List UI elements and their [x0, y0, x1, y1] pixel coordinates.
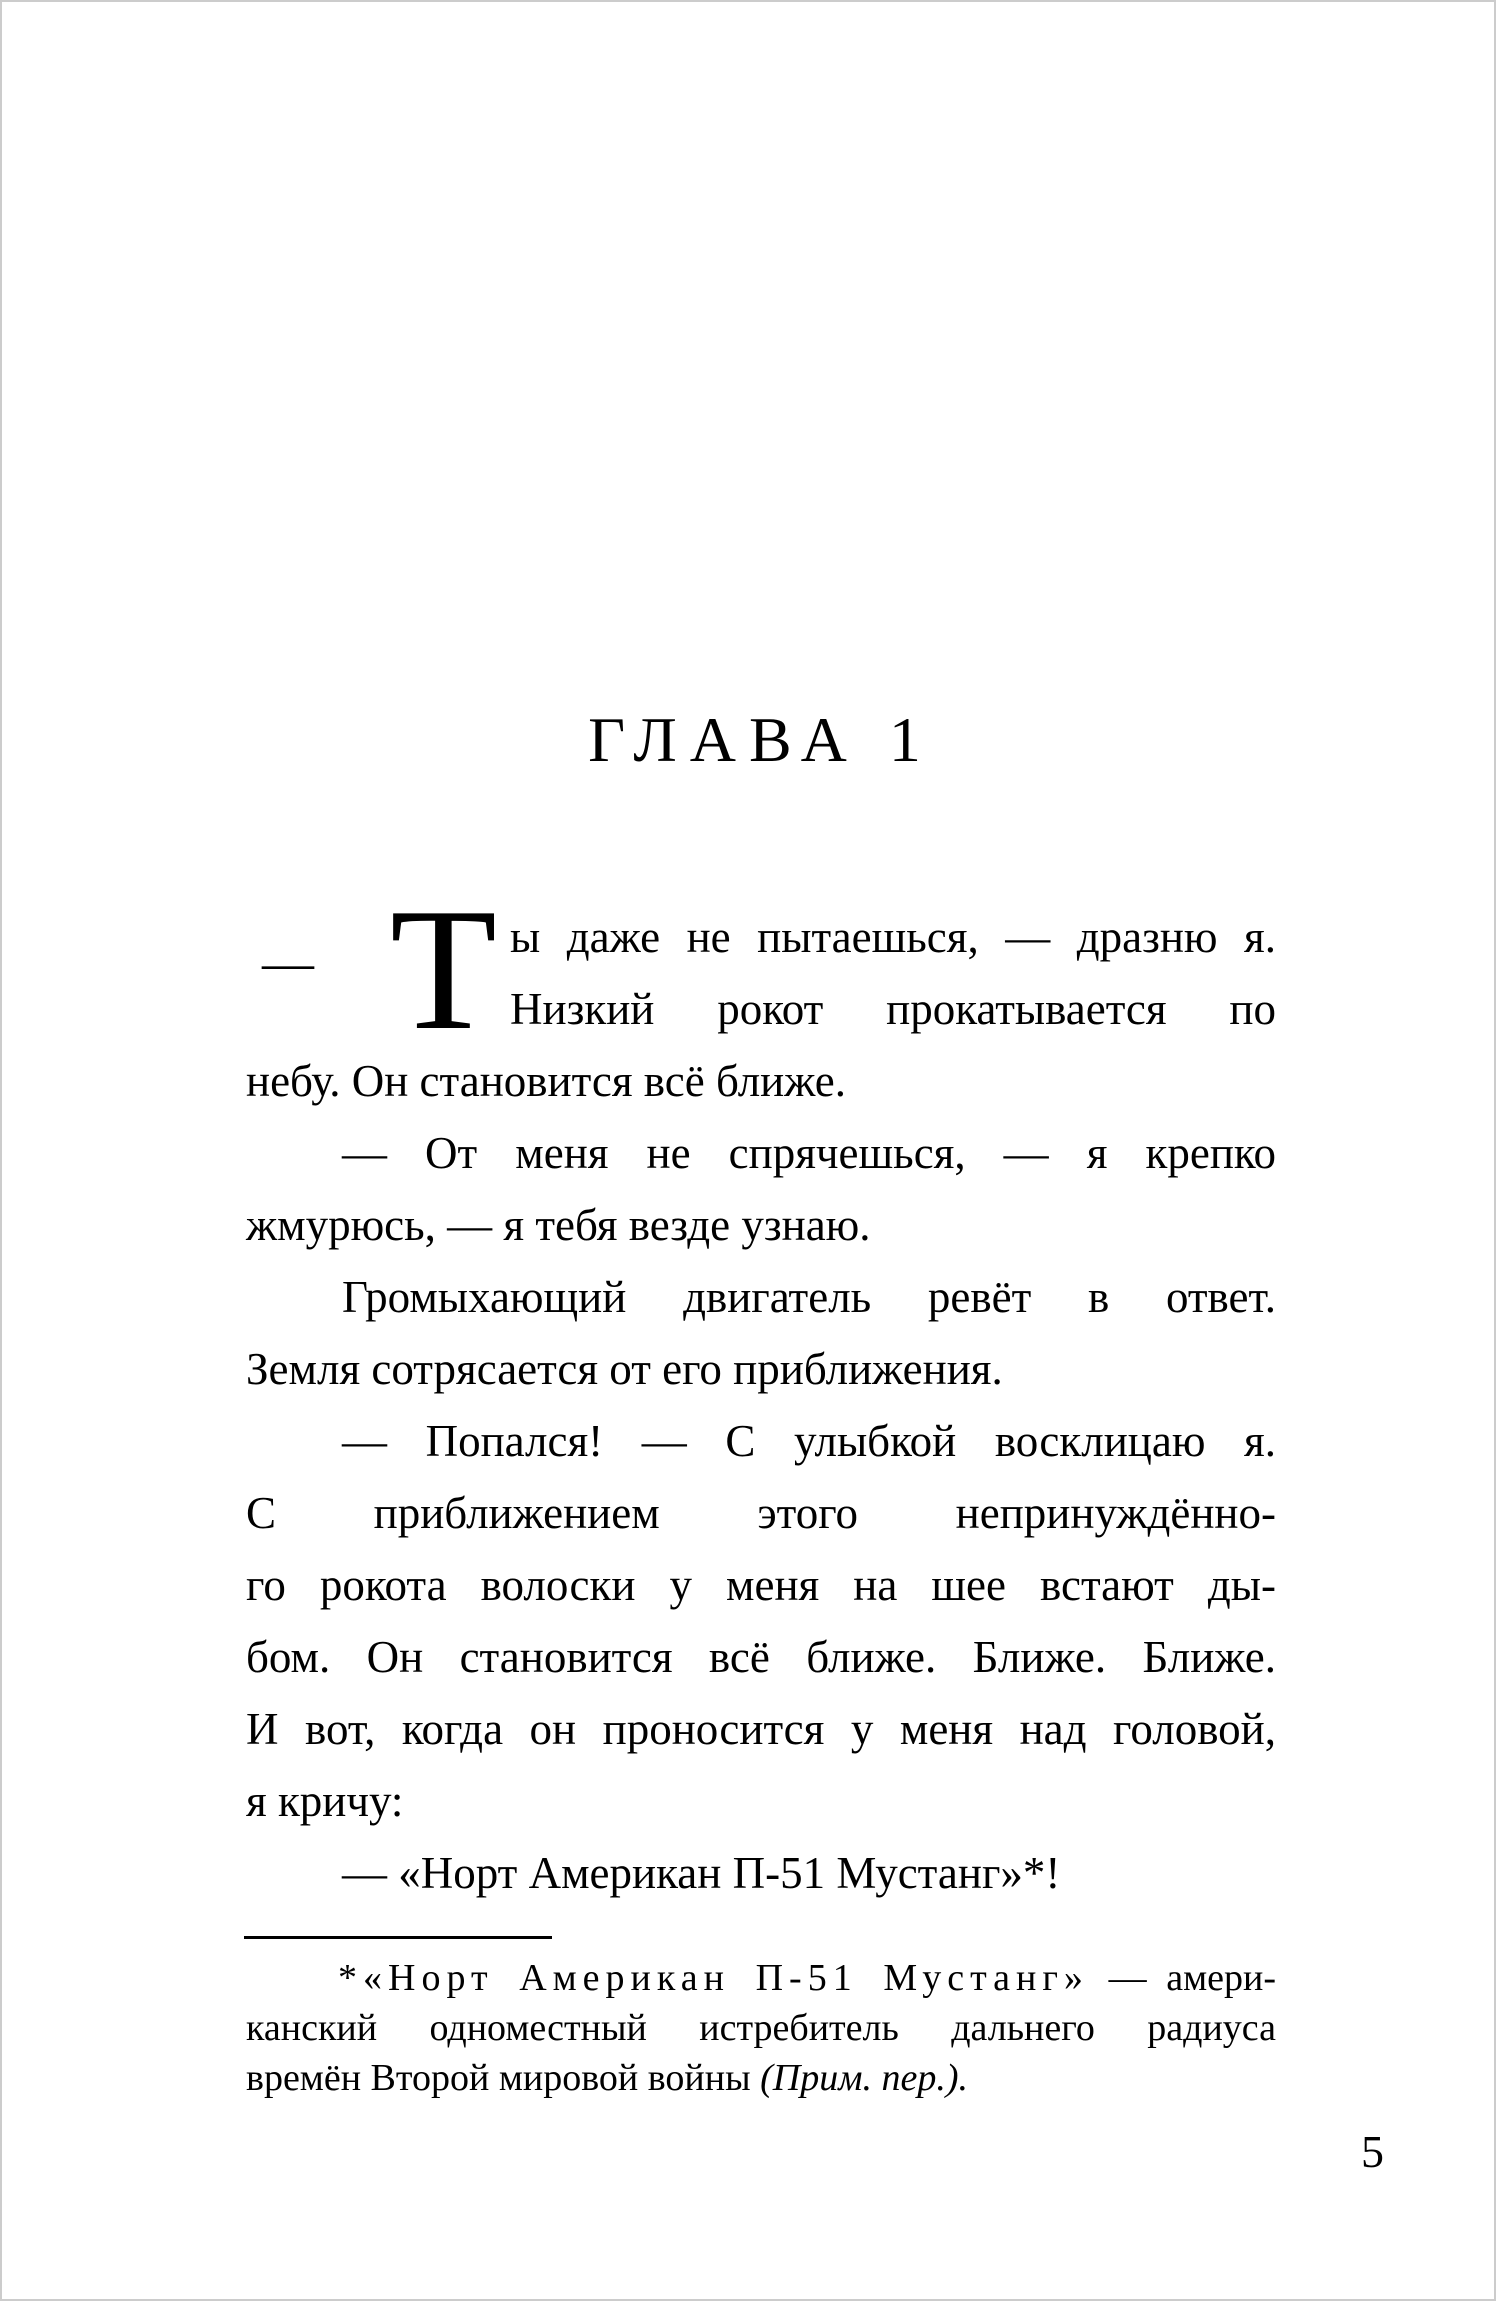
- body-line: С приближением этого непринуждённо-: [246, 1488, 1276, 1538]
- page-number: 5: [1361, 2126, 1384, 2177]
- footnote-term: *«Норт Американ П-51 Мустанг»: [338, 1957, 1089, 1999]
- body-line: жмурюсь, — я тебя везде узнаю.: [246, 1200, 871, 1250]
- body-line: я кричу:: [246, 1776, 404, 1826]
- body-line: ы даже не пытаешься, — дразню я.: [510, 912, 1276, 962]
- footnote-line: канский одноместный истребитель дальнего радиуса: [246, 2007, 1276, 2049]
- body-line: — Попался! — С улыбкой восклицаю я.: [342, 1416, 1276, 1466]
- dialogue-dash: —: [262, 935, 314, 992]
- body-line: И вот, когда он проносится у меня над головой,: [246, 1704, 1276, 1754]
- body-line: Низкий рокот прокатывается по: [510, 984, 1276, 1034]
- body-line: небу. Он становится всё ближе.: [246, 1056, 846, 1106]
- body-line: Громыхающий двигатель ревёт в ответ.: [342, 1272, 1276, 1322]
- body-line: — От меня не спрячешься, — я крепко: [342, 1128, 1276, 1178]
- body-line: — «Норт Американ П-51 Мустанг»*!: [342, 1848, 1061, 1898]
- body-text: [246, 901, 1276, 1909]
- body-line: бом. Он становится всё ближе. Ближе. Ближе.: [246, 1632, 1276, 1682]
- footnote-text: времён Второй мировой войны: [246, 2057, 761, 2099]
- footnote-translator-note: (Прим. пер.).: [760, 2057, 969, 2099]
- footnote: [246, 1953, 1276, 2103]
- footnote-line: [246, 2053, 1276, 2103]
- drop-cap-letter: Т: [390, 872, 497, 1066]
- footnote-line: [246, 1953, 1276, 2003]
- chapter-heading: ГЛАВА 1: [588, 704, 934, 775]
- footnote-separator: [244, 1936, 552, 1939]
- body-line: го рокота волоски у меня на шее встают ды-: [246, 1560, 1276, 1610]
- footnote-text: — амери-: [1088, 1957, 1276, 1999]
- body-line: Земля сотрясается от его приближения.: [246, 1344, 1003, 1394]
